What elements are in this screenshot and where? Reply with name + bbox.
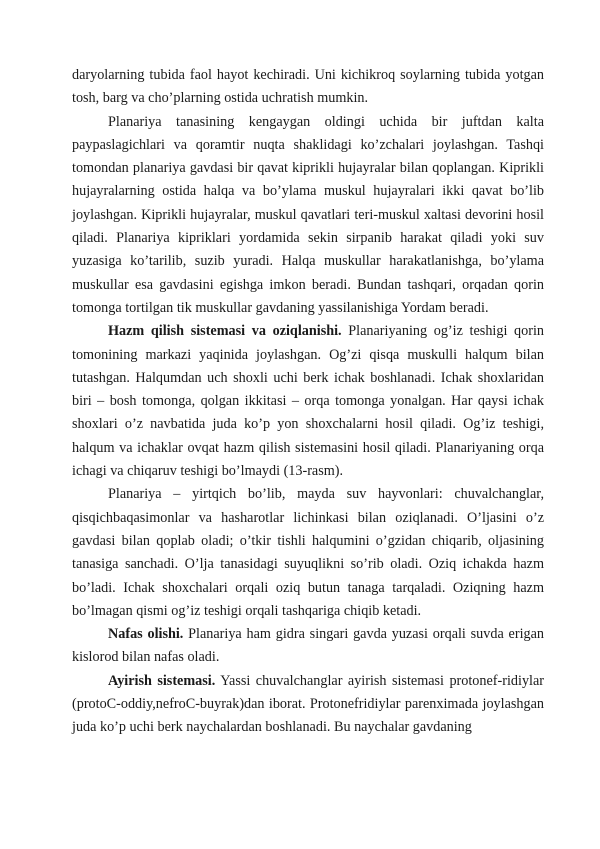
paragraph-text: daryolarning tubida faol hayot kechiradi. Uni kichikroq soylarning tubida yotgan tosh, barg va cho’plarning ostida uchratish mumkin. bbox=[72, 67, 544, 107]
paragraph-text: Yassi chuvalchanglar ayirish sistemasi protonef-ridiylar (protoC-oddiy,nefroC-buyrak)dan iborat. Protonefridiylar parenximada joylashgan juda ko’p uchi berk naychalardan boshlanadi. Bu naychalar gavdaning bbox=[72, 672, 544, 736]
section-heading: Hazm qilish sistemasi va oziqlanishi. bbox=[108, 323, 342, 340]
paragraph-excretion bbox=[72, 670, 544, 740]
paragraph-text: Planariya tanasining kengaygan oldingi uchida bir juftdan kalta paypaslagichlari va qoramtir nuqta shaklidagi ko’zchalari joylashgan. Tashqi tomondan planariya gavdasi bir qavat kiprikli hujayralar bilan qoplangan. Kiprikli hujayralarning ostida halqa va bo’ylama muskul hujayralari ikki qavat bo’lib joylashgan. Kiprikli hujayralar, muskul qavatlari teri-muskul xaltasi devorini hosil qiladi. Planariya kipriklari yordamida sekin sirpanib harakat qiladi yoki suv yuzasiga ko’tarilib, suzib yuradi. Halqa muskullar harakatlanishga, bo’ylama muskullar esa gavdasini egishga imkon beradi. Bundan tashqari, orqadan qorin tomonga tortilgan tik muskullar gavdaning yassilanishiga Yordam beradi. bbox=[72, 113, 544, 316]
paragraph-habitat bbox=[72, 64, 544, 111]
paragraph-body-structure bbox=[72, 111, 544, 321]
paragraph-text: Planariyaning og’iz teshigi qorin tomonining markazi yaqinida joylashgan. Og’zi qisqa muskulli halqum bilan tutashgan. Halqumdan uch shoxli uchi berk ichak boshlanadi. Ichak shoxlaridan biri – bosh tomonga, qolgan ikkitasi – orqa tomonga yonalgan. Har qaysi ichak shoxlari o’z navbatida juda ko’p yon shoxchalarni hosil qiladi. Og’iz teshigi, halqum va ichaklar ovqat hazm qilish sistemasini hosil qiladi. Planariyaning orqa ichagi va chiqaruv teshigi bo’lmaydi (13-rasm). bbox=[72, 323, 545, 480]
section-heading: Nafas olishi. bbox=[108, 626, 184, 643]
document-page bbox=[72, 64, 544, 740]
section-heading: Ayirish sistemasi. bbox=[108, 672, 216, 689]
paragraph-text: Planariya – yirtqich bo’lib, mayda suv hayvonlari: chuvalchanglar, qisqichbaqasimonlar va hasharotlar lichinkasi bilan oziqlanadi. O’ljasini o’z gavdasi bilan qoplab oladi; o’tkir tishli halqumini o’gzidan chiqarib, oljasining tanasiga sanchadi. O’lja tanasidagi suyuqlikni so’rib oladi. Oziq ichakda hazm bo’ladi. Ichak shoxchalari orqali oziq butun tanaga tarqaladi. Oziqning hazm bo’lmagan qismi og’iz teshigi orqali tashqariga chiqib ketadi. bbox=[72, 486, 544, 619]
paragraph-feeding bbox=[72, 483, 544, 623]
paragraph-respiration bbox=[72, 623, 544, 670]
paragraph-text: Planariya ham gidra singari gavda yuzasi orqali suvda erigan kislorod bilan nafas oladi. bbox=[72, 626, 545, 666]
paragraph-digestion bbox=[72, 320, 544, 483]
